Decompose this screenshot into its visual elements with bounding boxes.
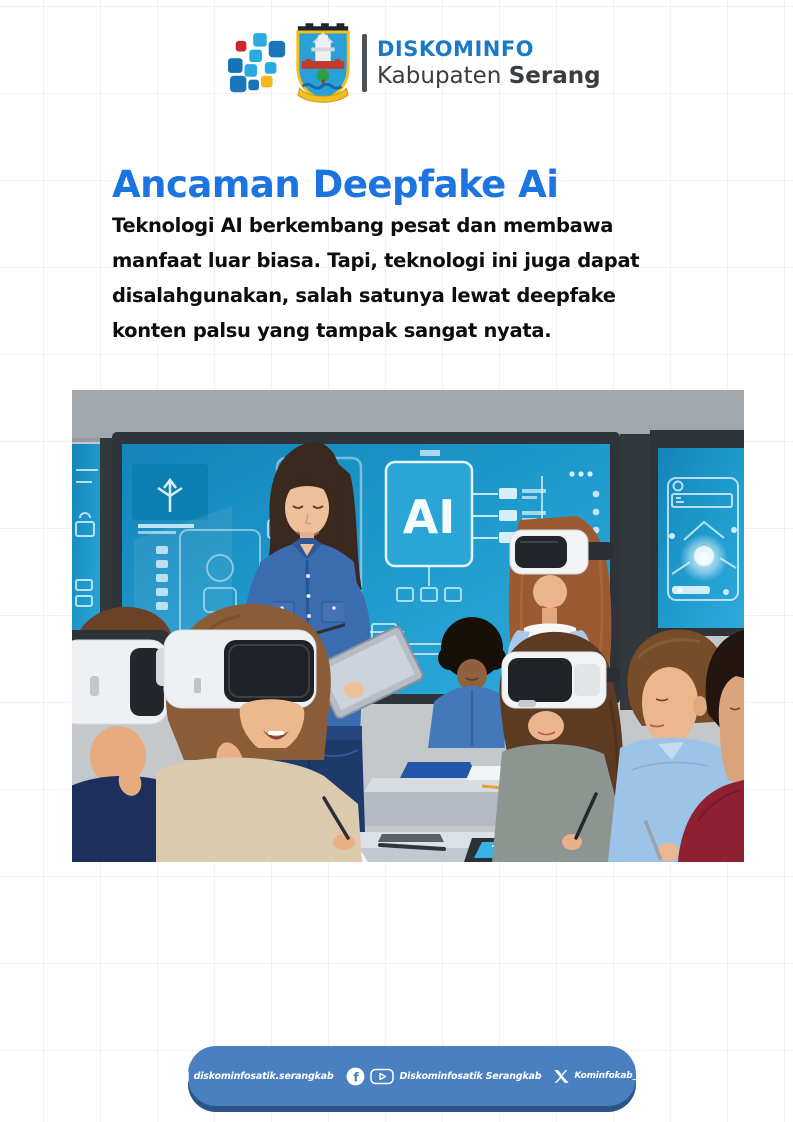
svg-text:f: f xyxy=(353,1069,360,1084)
classroom-photo xyxy=(72,390,744,862)
x-icon xyxy=(554,1069,569,1084)
instagram-group xyxy=(172,1068,334,1085)
ai-box xyxy=(386,462,472,566)
brand-region xyxy=(377,62,601,90)
body-line: Teknologi AI berkembang pesat dan membawa xyxy=(112,214,614,237)
diskominfo-pixel-logo-icon xyxy=(228,33,290,101)
brand-region-bold: Serang xyxy=(508,63,601,89)
header xyxy=(228,22,601,104)
youtube-icon xyxy=(370,1068,394,1085)
facebook-icon xyxy=(346,1067,365,1086)
social-footer-bar xyxy=(188,1046,653,1106)
body-paragraph xyxy=(112,208,639,348)
x-handle: Kominfokab_srg xyxy=(574,1071,653,1081)
instagram-handle: diskominfosatik.serangkab xyxy=(193,1070,334,1082)
brand-agency: DISKOMINFO xyxy=(377,37,535,61)
body-line: konten palsu yang tampak sangat nyata. xyxy=(112,319,552,342)
page-title: Ancaman Deepfake Ai xyxy=(112,162,559,206)
body-line: manfaat luar biasa. Tapi, teknologi ini juga dapat xyxy=(112,249,640,272)
facebook-youtube-handle: Diskominfosatik Serangkab xyxy=(399,1070,542,1082)
instagram-icon xyxy=(172,1068,189,1085)
facebook-youtube-group xyxy=(346,1067,541,1086)
header-divider xyxy=(362,34,367,92)
brand-region-regular: Kabupaten xyxy=(377,63,509,89)
brand-text xyxy=(377,36,601,90)
x-group xyxy=(554,1069,652,1084)
ai-screen-label: AI xyxy=(402,490,456,544)
kabupaten-serang-crest-icon xyxy=(292,22,354,104)
body-line: disalahgunakan, salah satunya lewat deepfake xyxy=(112,284,616,307)
